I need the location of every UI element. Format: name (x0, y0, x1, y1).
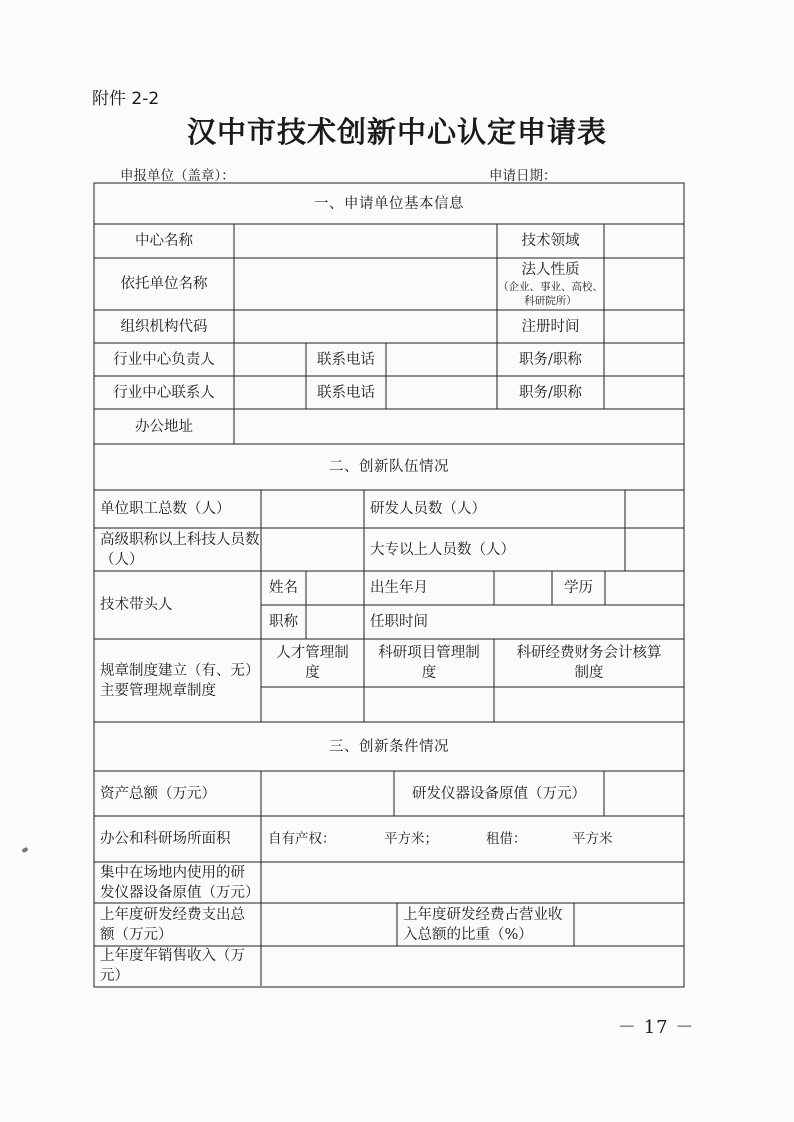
section1-heading: 一、申请单位基本信息 (314, 195, 464, 212)
education-label: 学历 (564, 580, 593, 596)
address-label: 办公地址 (135, 418, 193, 435)
equipment-value-field[interactable] (604, 771, 684, 816)
position2-field[interactable] (604, 376, 684, 409)
org-code-label: 组织机构代码 (120, 318, 208, 335)
project-mgmt-label: 科研项目管理制度 (378, 645, 480, 681)
position2-label: 职务/职称 (519, 384, 582, 401)
sales-revenue-label: 上年度年销售收入（万元） (100, 948, 245, 984)
legal-nature-text: 法人性质 (521, 262, 580, 278)
birth-field[interactable] (494, 571, 552, 605)
sales-revenue-field[interactable] (261, 946, 684, 986)
legal-nature-note: （企业、事业、高校、科研院所） (498, 281, 603, 307)
concentrated-equipment-field[interactable] (261, 862, 684, 903)
finance-mgmt-field[interactable] (494, 687, 684, 722)
senior-staff-label: 高级职称以上科技人员数（人） (100, 531, 260, 568)
tenure-field[interactable] (494, 605, 684, 639)
concentrated-equipment-label: 集中在场地内使用的研发仪器设备原值（万元） (100, 864, 260, 901)
phone1-field[interactable] (386, 343, 497, 376)
college-staff-field[interactable] (625, 528, 684, 571)
attachment-label: 附件 2-2 (92, 89, 160, 109)
total-assets-label: 资产总额（万元） (100, 785, 216, 802)
phone2-label: 联系电话 (317, 384, 375, 401)
rd-staff-label: 研发人员数（人） (370, 501, 486, 517)
title-rank-field[interactable] (306, 605, 364, 639)
lease-label: 租借： (486, 831, 527, 847)
form-title: 汉中市技术创新中心认定申请表 (186, 115, 607, 149)
reg-time-label: 注册时间 (521, 318, 580, 335)
tenure-label: 任职时间 (370, 614, 428, 630)
contact-label: 行业中心联系人 (113, 384, 215, 401)
section3-heading: 三、创新条件情况 (329, 738, 449, 755)
org-code-field[interactable] (234, 310, 497, 343)
title-rank-label: 职称 (269, 614, 298, 630)
legal-nature-label (497, 258, 604, 310)
rd-staff-field[interactable] (625, 490, 684, 528)
host-unit-label: 依托单位名称 (120, 276, 208, 292)
own-property-label: 自有产权： (268, 831, 336, 847)
leader-name-field[interactable] (306, 571, 364, 605)
college-staff-label: 大专以上人员数（人） (370, 541, 515, 558)
total-staff-field[interactable] (261, 490, 364, 528)
rd-expense-field[interactable] (261, 903, 397, 946)
leader-label: 行业中心负责人 (113, 351, 215, 368)
center-name-label: 中心名称 (135, 233, 193, 249)
total-staff-label: 单位职工总数（人） (100, 501, 231, 517)
page-number: － 17 － (618, 1017, 695, 1038)
leader-field[interactable] (234, 343, 306, 376)
equipment-value-label: 研发仪器设备原值（万元） (412, 785, 586, 802)
section2-heading: 二、创新队伍情况 (329, 459, 449, 475)
total-assets-field[interactable] (261, 771, 394, 816)
talent-mgmt-field[interactable] (261, 687, 364, 722)
address-field[interactable] (234, 409, 684, 444)
rules-label: 规章制度建立（有、无）主要管理规章制度 (100, 662, 260, 699)
host-unit-field[interactable] (234, 258, 497, 310)
tech-field-label: 技术领域 (521, 233, 580, 249)
sqm2-label: 平方米 (572, 831, 613, 847)
sqm1-label: 平方米； (384, 831, 438, 847)
rd-ratio-field[interactable] (574, 903, 684, 946)
senior-staff-field[interactable] (261, 528, 364, 571)
talent-mgmt-label: 人才管理制度 (276, 645, 349, 681)
finance-mgmt-label: 科研经费财务会计核算制度 (516, 645, 662, 681)
contact-field[interactable] (234, 376, 306, 409)
applicant-unit-label: 申报单位（盖章）： (120, 168, 235, 184)
project-mgmt-field[interactable] (364, 687, 494, 722)
position1-label: 职务/职称 (519, 351, 582, 368)
office-area-label: 办公和科研场所面积 (100, 831, 231, 847)
tech-leader-label: 技术带头人 (100, 597, 173, 613)
education-field[interactable] (605, 571, 684, 605)
phone2-field[interactable] (386, 376, 497, 409)
reg-time-field[interactable] (604, 310, 684, 343)
center-name-field[interactable] (234, 224, 497, 258)
leader-name-label: 姓名 (269, 580, 298, 596)
tech-field-field[interactable] (604, 224, 684, 258)
rd-ratio-label: 上年度研发经费占营业收入总额的比重（%） (403, 906, 563, 943)
position1-field[interactable] (604, 343, 684, 376)
legal-nature-field[interactable] (604, 258, 684, 310)
birth-label: 出生年月 (370, 580, 428, 596)
rd-expense-label: 上年度研发经费支出总额（万元） (100, 906, 245, 943)
apply-date-label: 申请日期： (489, 168, 557, 184)
phone1-label: 联系电话 (317, 351, 375, 368)
